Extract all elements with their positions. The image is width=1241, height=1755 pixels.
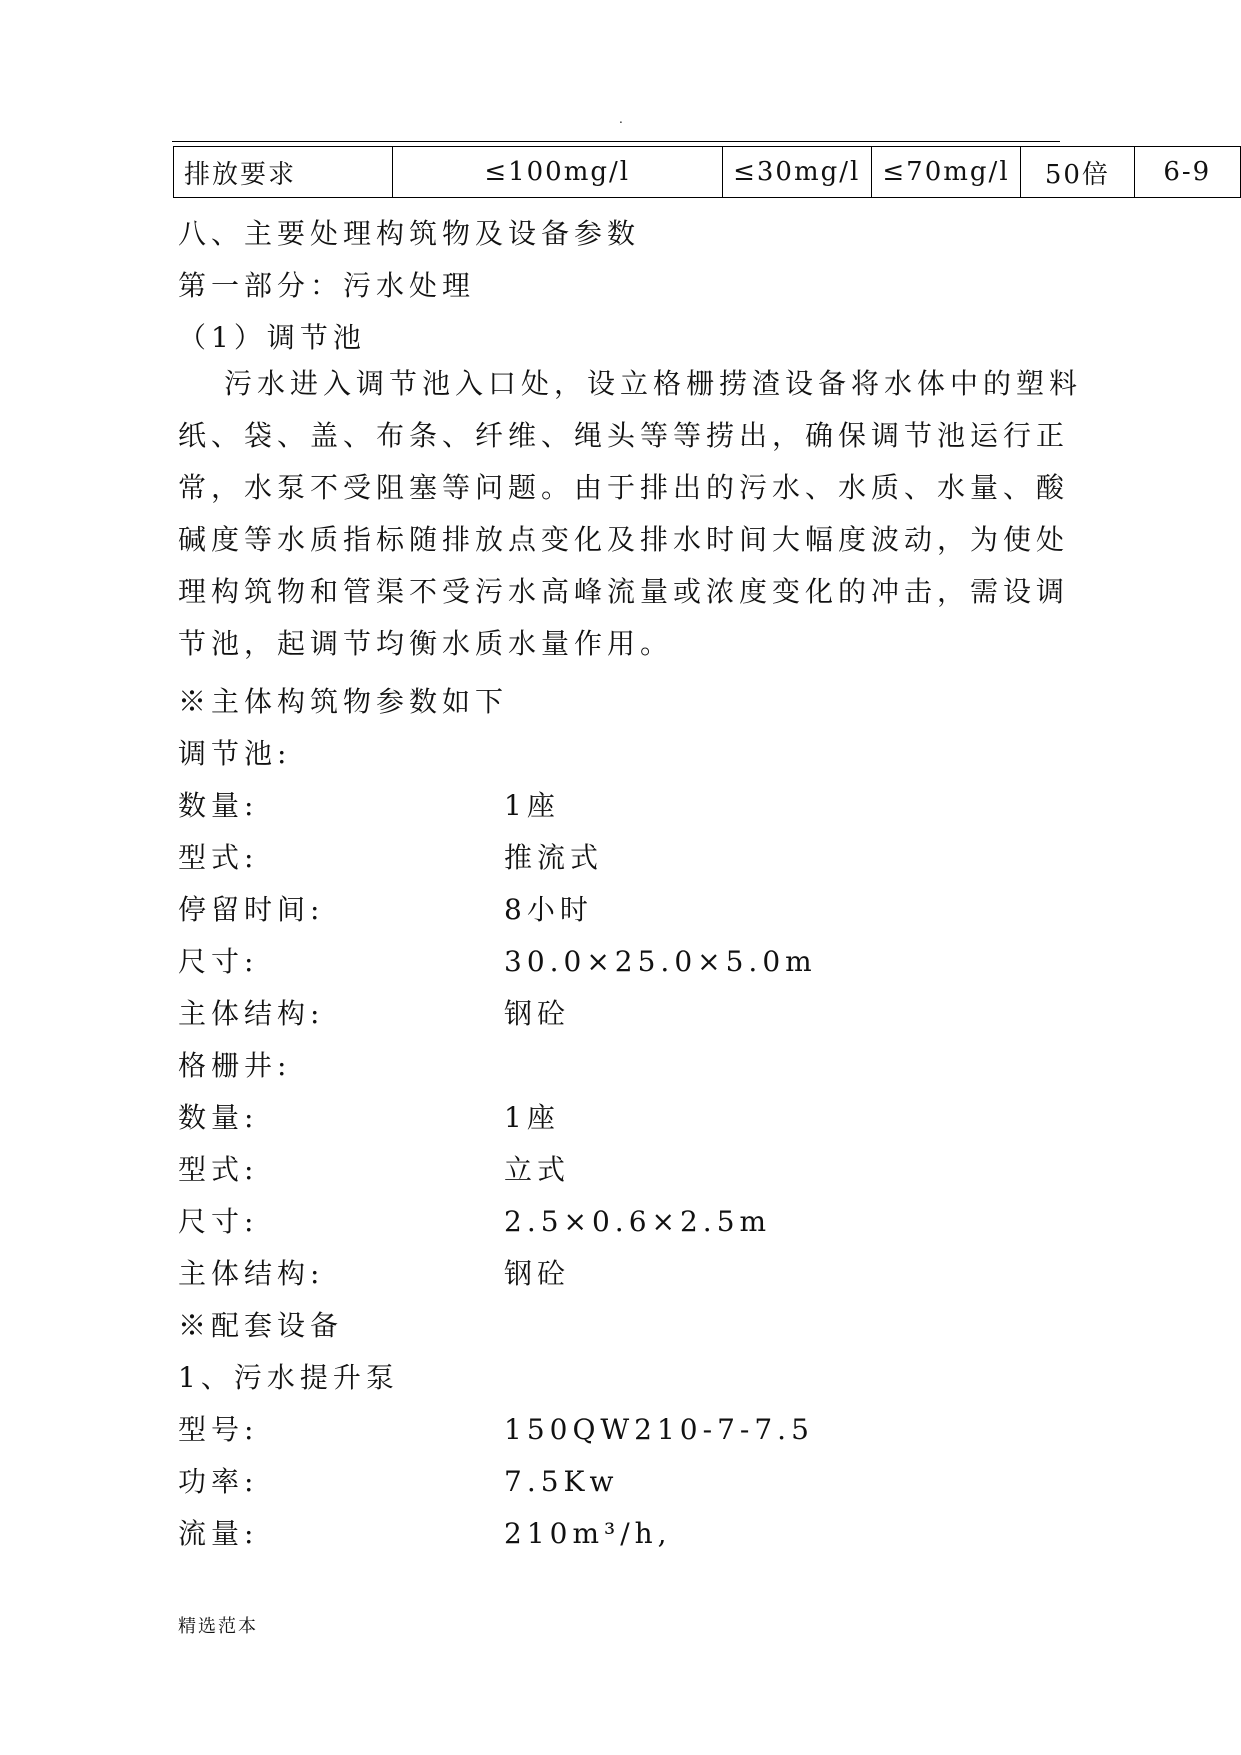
header-rule (172, 141, 1060, 142)
param-key: 尺寸: (178, 945, 259, 978)
param-value: 30.0×25.0×5.0m (504, 945, 817, 978)
param-value: 推流式 (504, 841, 604, 874)
part-title: 第一部分：污水处理 (178, 269, 476, 302)
param-value: 立式 (504, 1153, 571, 1186)
param-row (178, 1096, 560, 1136)
param-value: 1座 (504, 1101, 560, 1134)
param-row (178, 992, 570, 1032)
param-value: 210m³/h, (504, 1517, 672, 1550)
param-row (178, 784, 560, 824)
table-cell: 排放要求 (174, 147, 393, 198)
param-value: 1座 (504, 789, 560, 822)
param-row (178, 1148, 570, 1188)
footer-label: 精选范本 (178, 1616, 258, 1637)
param-value: 7.5Kw (504, 1465, 619, 1498)
table-cell: ≤70mg/l (871, 147, 1020, 198)
param-key: 数量: (178, 789, 259, 822)
table-cell: ≤100mg/l (392, 147, 722, 198)
paragraph-text: 污水进入调节池入口处，设立格栅捞渣设备将水体中的塑料纸、袋、盖、布条、纤维、绳头等等捞出，确保调节池运行正常，水泵不受阻塞等问题。由于排出的污水、水质、水量、酸碱度等水质指标随排放点变化及排水时间大幅度波动，为使处理构筑物和管渠不受污水高峰流量或浓度变化的冲击，需设调节池，起调节均衡水质水量作用。 (178, 367, 1083, 660)
param-row (178, 1252, 570, 1292)
section-title: 八、主要处理构筑物及设备参数 (178, 217, 641, 250)
param-key: 数量: (178, 1101, 259, 1134)
header-mark: . (619, 112, 623, 126)
pump-heading: 1、污水提升泵 (178, 1361, 399, 1394)
param-key: 型号: (178, 1413, 259, 1446)
param-row (178, 888, 593, 928)
table-row (174, 147, 1241, 198)
param-value: 2.5×0.6×2.5m (504, 1205, 772, 1238)
param-row (178, 1460, 618, 1500)
param-value: 钢砼 (504, 1257, 571, 1290)
param-row (178, 1512, 672, 1552)
param-row (178, 836, 603, 876)
tiaojiechi-heading: 调节池: (178, 737, 292, 770)
param-key: 停留时间: (178, 893, 325, 926)
param-key: 功率: (178, 1465, 259, 1498)
param-value: 8小时 (504, 893, 593, 926)
param-key: 流量: (178, 1517, 259, 1550)
table-cell: ≤30mg/l (722, 147, 871, 198)
param-value: 150QW210-7-7.5 (504, 1413, 814, 1446)
param-key: 尺寸: (178, 1205, 259, 1238)
subsection-title: （1）调节池 (178, 321, 366, 354)
param-key: 主体结构: (178, 997, 325, 1030)
table-cell: 6-9 (1134, 147, 1240, 198)
discharge-limits-table (173, 146, 1241, 198)
param-row (178, 1408, 814, 1448)
param-row (178, 1200, 771, 1240)
param-key: 型式: (178, 841, 259, 874)
geshanjing-heading: 格栅井: (178, 1049, 292, 1082)
table-cell: 50倍 (1021, 147, 1134, 198)
body-paragraph (178, 358, 1098, 670)
params-heading: ※主体构筑物参数如下 (178, 685, 509, 718)
param-value: 钢砼 (504, 997, 571, 1030)
param-row (178, 940, 817, 980)
param-key: 主体结构: (178, 1257, 325, 1290)
param-key: 型式: (178, 1153, 259, 1186)
equipment-heading: ※配套设备 (178, 1309, 344, 1342)
